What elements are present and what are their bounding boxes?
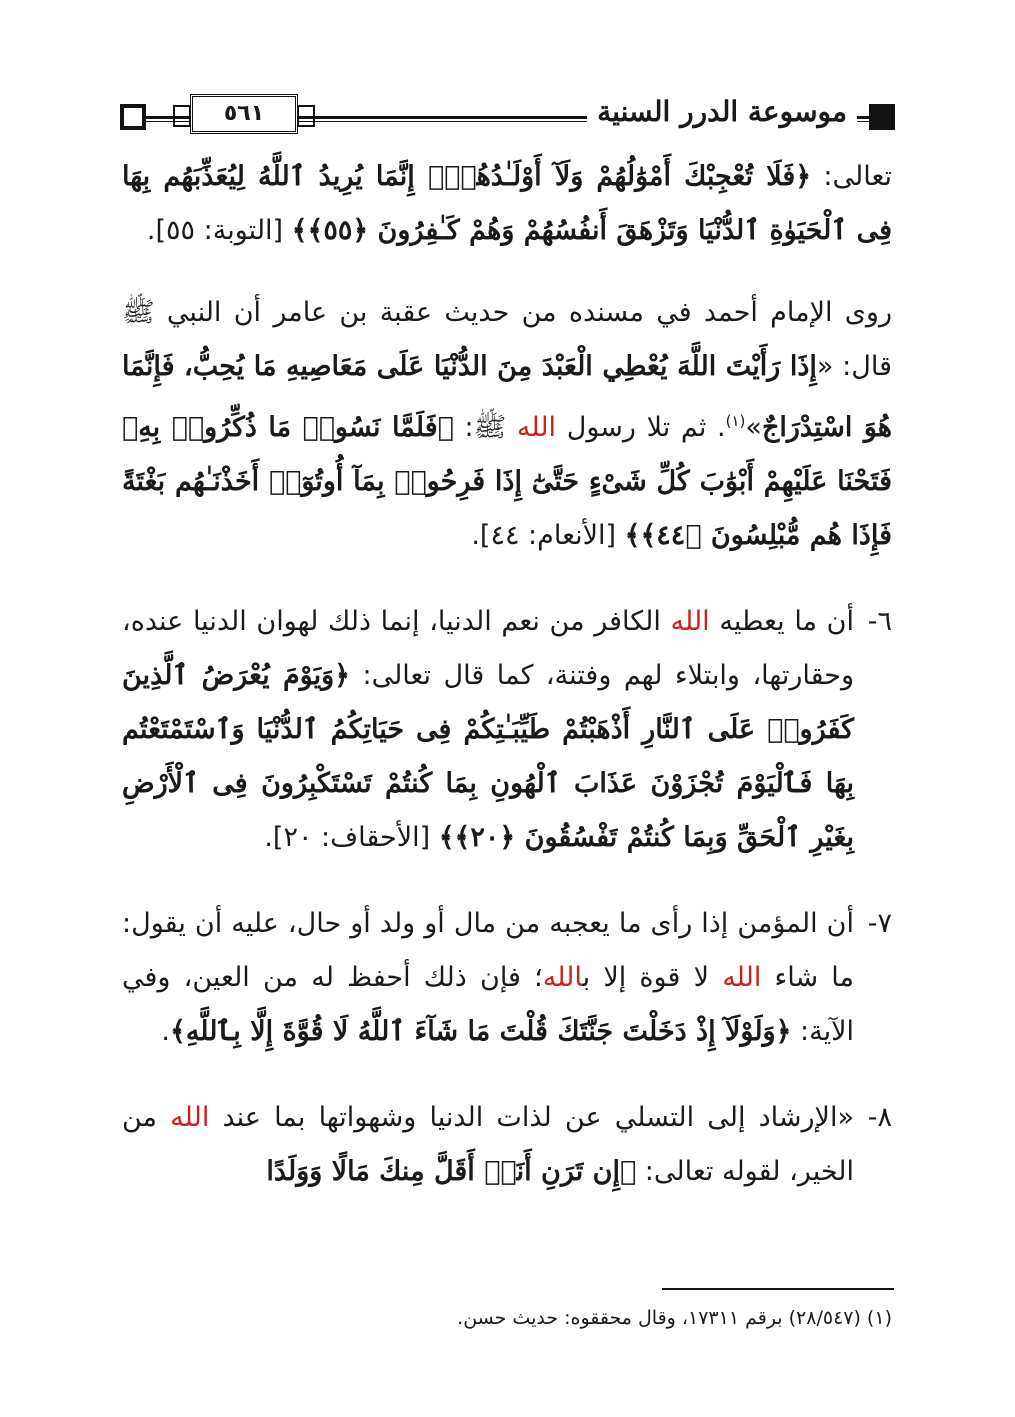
quran-verse: ﴿إِن تَرَنِ أَنَا۠ أَقَلَّ مِنكَ مَالًا وَوَلَدًا <box>266 1156 637 1187</box>
book-title: موسوعة الدرر السنية <box>587 88 857 136</box>
item-number: ٦- <box>867 606 892 637</box>
item-number: ٧- <box>867 908 892 939</box>
page-body <box>122 150 892 1199</box>
allah-name: الله <box>516 412 557 443</box>
header-ornament-right <box>869 104 895 130</box>
allah-name: الله <box>542 962 583 993</box>
list-item: ٦- أن ما يعطيه الله الكافر من نعم الدنيا، إنما ذلك لهوان الدنيا عنده، وحقارتها، وابتلاء لهم وفتنة، كما قال تعالى: ﴿وَيَوْمَ يُعْرَضُ ٱلَّذِينَ كَفَرُوا۟ عَلَى ٱلنَّارِ أَذْهَبْتُمْ طَيِّبَـٰتِكُمْ فِى حَيَاتِكُمُ ٱلدُّنْيَا وَٱسْتَمْتَعْتُم بِهَا فَٱلْيَوْمَ تُجْزَوْنَ عَذَابَ ٱلْهُونِ بِمَا كُنتُمْ تَسْتَكْبِرُونَ فِى ٱلْأَرْضِ بِغَيْرِ ٱلْحَقِّ وَبِمَا كُنتُمْ تَفْسُقُونَ ﴿٢٠﴾﴾ [الأحقاف: ٢٠]. <box>122 595 892 865</box>
paragraph-verse-tawbah: تعالى: ﴿فَلَا تُعْجِبْكَ أَمْوَٰلُهُمْ وَلَآ أَوْلَـٰدُهُمْۚ إِنَّمَا يُرِيدُ ٱللَّهُ لِيُعَذِّبَهُم بِهَا فِى ٱلْحَيَوٰةِ ٱلدُّنْيَا وَتَزْهَقَ أَنفُسُهُمْ وَهُمْ كَـٰفِرُونَ ﴿٥٥﴾﴾ [التوبة: ٥٥]. <box>122 161 892 246</box>
page-header <box>120 80 895 140</box>
verse-reference: [الأنعام: ٤٤]. <box>471 520 625 551</box>
footnote: (١) (٢٨/٥٤٧) برقم ١٧٣١١، وقال محققوه: حديث حسن. <box>457 1307 892 1329</box>
verse-reference: [التوبة: ٥٥]. <box>146 215 292 246</box>
paragraph-hadith: روى الإمام أحمد في مسنده من حديث عقبة بن عامر أن النبي ﷺ قال: «إِذَا رَأَيْتَ اللَّهَ يُعْطِي الْعَبْدَ مِنَ الدُّنْيَا عَلَى مَعَاصِيهِ مَا يُحِبُّ، فَإِنَّمَا هُوَ اسْتِدْرَاجٌ»$^{(١)}$. ثم تلا رسول الله ﷺ: ﴿فَلَمَّا نَسُوا۟ مَا ذُكِّرُوا۟ بِهِۦ فَتَحْنَا عَلَيْهِمْ أَبْوَٰبَ كُلِّ شَىْءٍ حَتَّىٰٓ إِذَا فَرِحُوا۟ بِمَآ أُوتُوٓا۟ أَخَذْنَـٰهُم بَغْتَةً فَإِذَا هُم مُّبْلِسُونَ ﴿٤٤﴾﴾ [الأنعام: ٤٤]. <box>122 297 893 551</box>
hadith-text: إِذَا رَأَيْتَ اللَّهَ يُعْطِي الْعَبْدَ مِنَ الدُّنْيَا عَلَى مَعَاصِيهِ مَا يُحِبُّ، فَإِنَّمَا هُوَ اسْتِدْرَاجٌ <box>122 351 893 443</box>
allah-name: الله <box>722 962 762 993</box>
allah-name: الله <box>170 1102 210 1133</box>
item-number: ٨- <box>867 1102 892 1133</box>
list-item: ٨- «الإرشاد إلى التسلي عن لذات الدنيا وشهواتها بما عند الله من الخير، لقوله تعالى: ﴿إِن تَرَنِ أَنَا۠ أَقَلَّ مِنكَ مَالًا وَوَلَدًا <box>122 1091 892 1199</box>
allah-name: الله <box>670 606 710 637</box>
footnote-marker[interactable]: (١) <box>725 412 746 430</box>
footnote-separator <box>662 1288 894 1290</box>
header-ornament-left <box>120 104 146 130</box>
quran-verse: ﴿فَلَمَّا نَسُوا۟ مَا ذُكِّرُوا۟ بِهِۦ فَتَحْنَا عَلَيْهِمْ أَبْوَٰبَ كُلِّ شَىْءٍ حَتَّىٰٓ إِذَا فَرِحُوا۟ بِمَآ أُوتُوٓا۟ أَخَذْنَـٰهُم بَغْتَةً فَإِذَا هُم مُّبْلِسُونَ ﴿٤٤﴾﴾ <box>122 412 892 551</box>
list-item: ٧- أن المؤمن إذا رأى ما يعجبه من مال أو ولد أو حال، عليه أن يقول: ما شاء الله لا قوة إلا بالله؛ فإن ذلك أحفظ له من العين، وفي الآية: ﴿وَلَوْلَآ إِذْ دَخَلْتَ جَنَّتَكَ قُلْتَ مَا شَآءَ ٱللَّهُ لَا قُوَّةَ إِلَّا بِٱللَّهِ﴾. <box>122 897 892 1059</box>
quran-verse: ﴿وَيَوْمَ يُعْرَضُ ٱلَّذِينَ كَفَرُوا۟ عَلَى ٱلنَّارِ أَذْهَبْتُمْ طَيِّبَـٰتِكُمْ فِى حَيَاتِكُمُ ٱلدُّنْيَا وَٱسْتَمْتَعْتُم بِهَا فَٱلْيَوْمَ تُجْزَوْنَ عَذَابَ ٱلْهُونِ بِمَا كُنتُمْ تَسْتَكْبِرُونَ فِى ٱلْأَرْضِ بِغَيْرِ ٱلْحَقِّ وَبِمَا كُنتُمْ تَفْسُقُونَ ﴿٢٠﴾﴾ <box>122 660 854 853</box>
verse-reference: [الأحقاف: ٢٠]. <box>264 822 439 853</box>
page-number: ٥٦١ <box>190 94 298 134</box>
quran-verse: ﴿فَلَا تُعْجِبْكَ أَمْوَٰلُهُمْ وَلَآ أَوْلَـٰدُهُمْۚ إِنَّمَا يُرِيدُ ٱللَّهُ لِيُعَذِّبَهُم بِهَا فِى ٱلْحَيَوٰةِ ٱلدُّنْيَا وَتَزْهَقَ أَنفُسُهُمْ وَهُمْ كَـٰفِرُونَ ﴿٥٥﴾﴾ <box>122 161 892 246</box>
quran-verse: ﴿وَلَوْلَآ إِذْ دَخَلْتَ جَنَّتَكَ قُلْتَ مَا شَآءَ ٱللَّهُ لَا قُوَّةَ إِلَّا بِٱللَّهِ﴾ <box>170 1016 792 1047</box>
